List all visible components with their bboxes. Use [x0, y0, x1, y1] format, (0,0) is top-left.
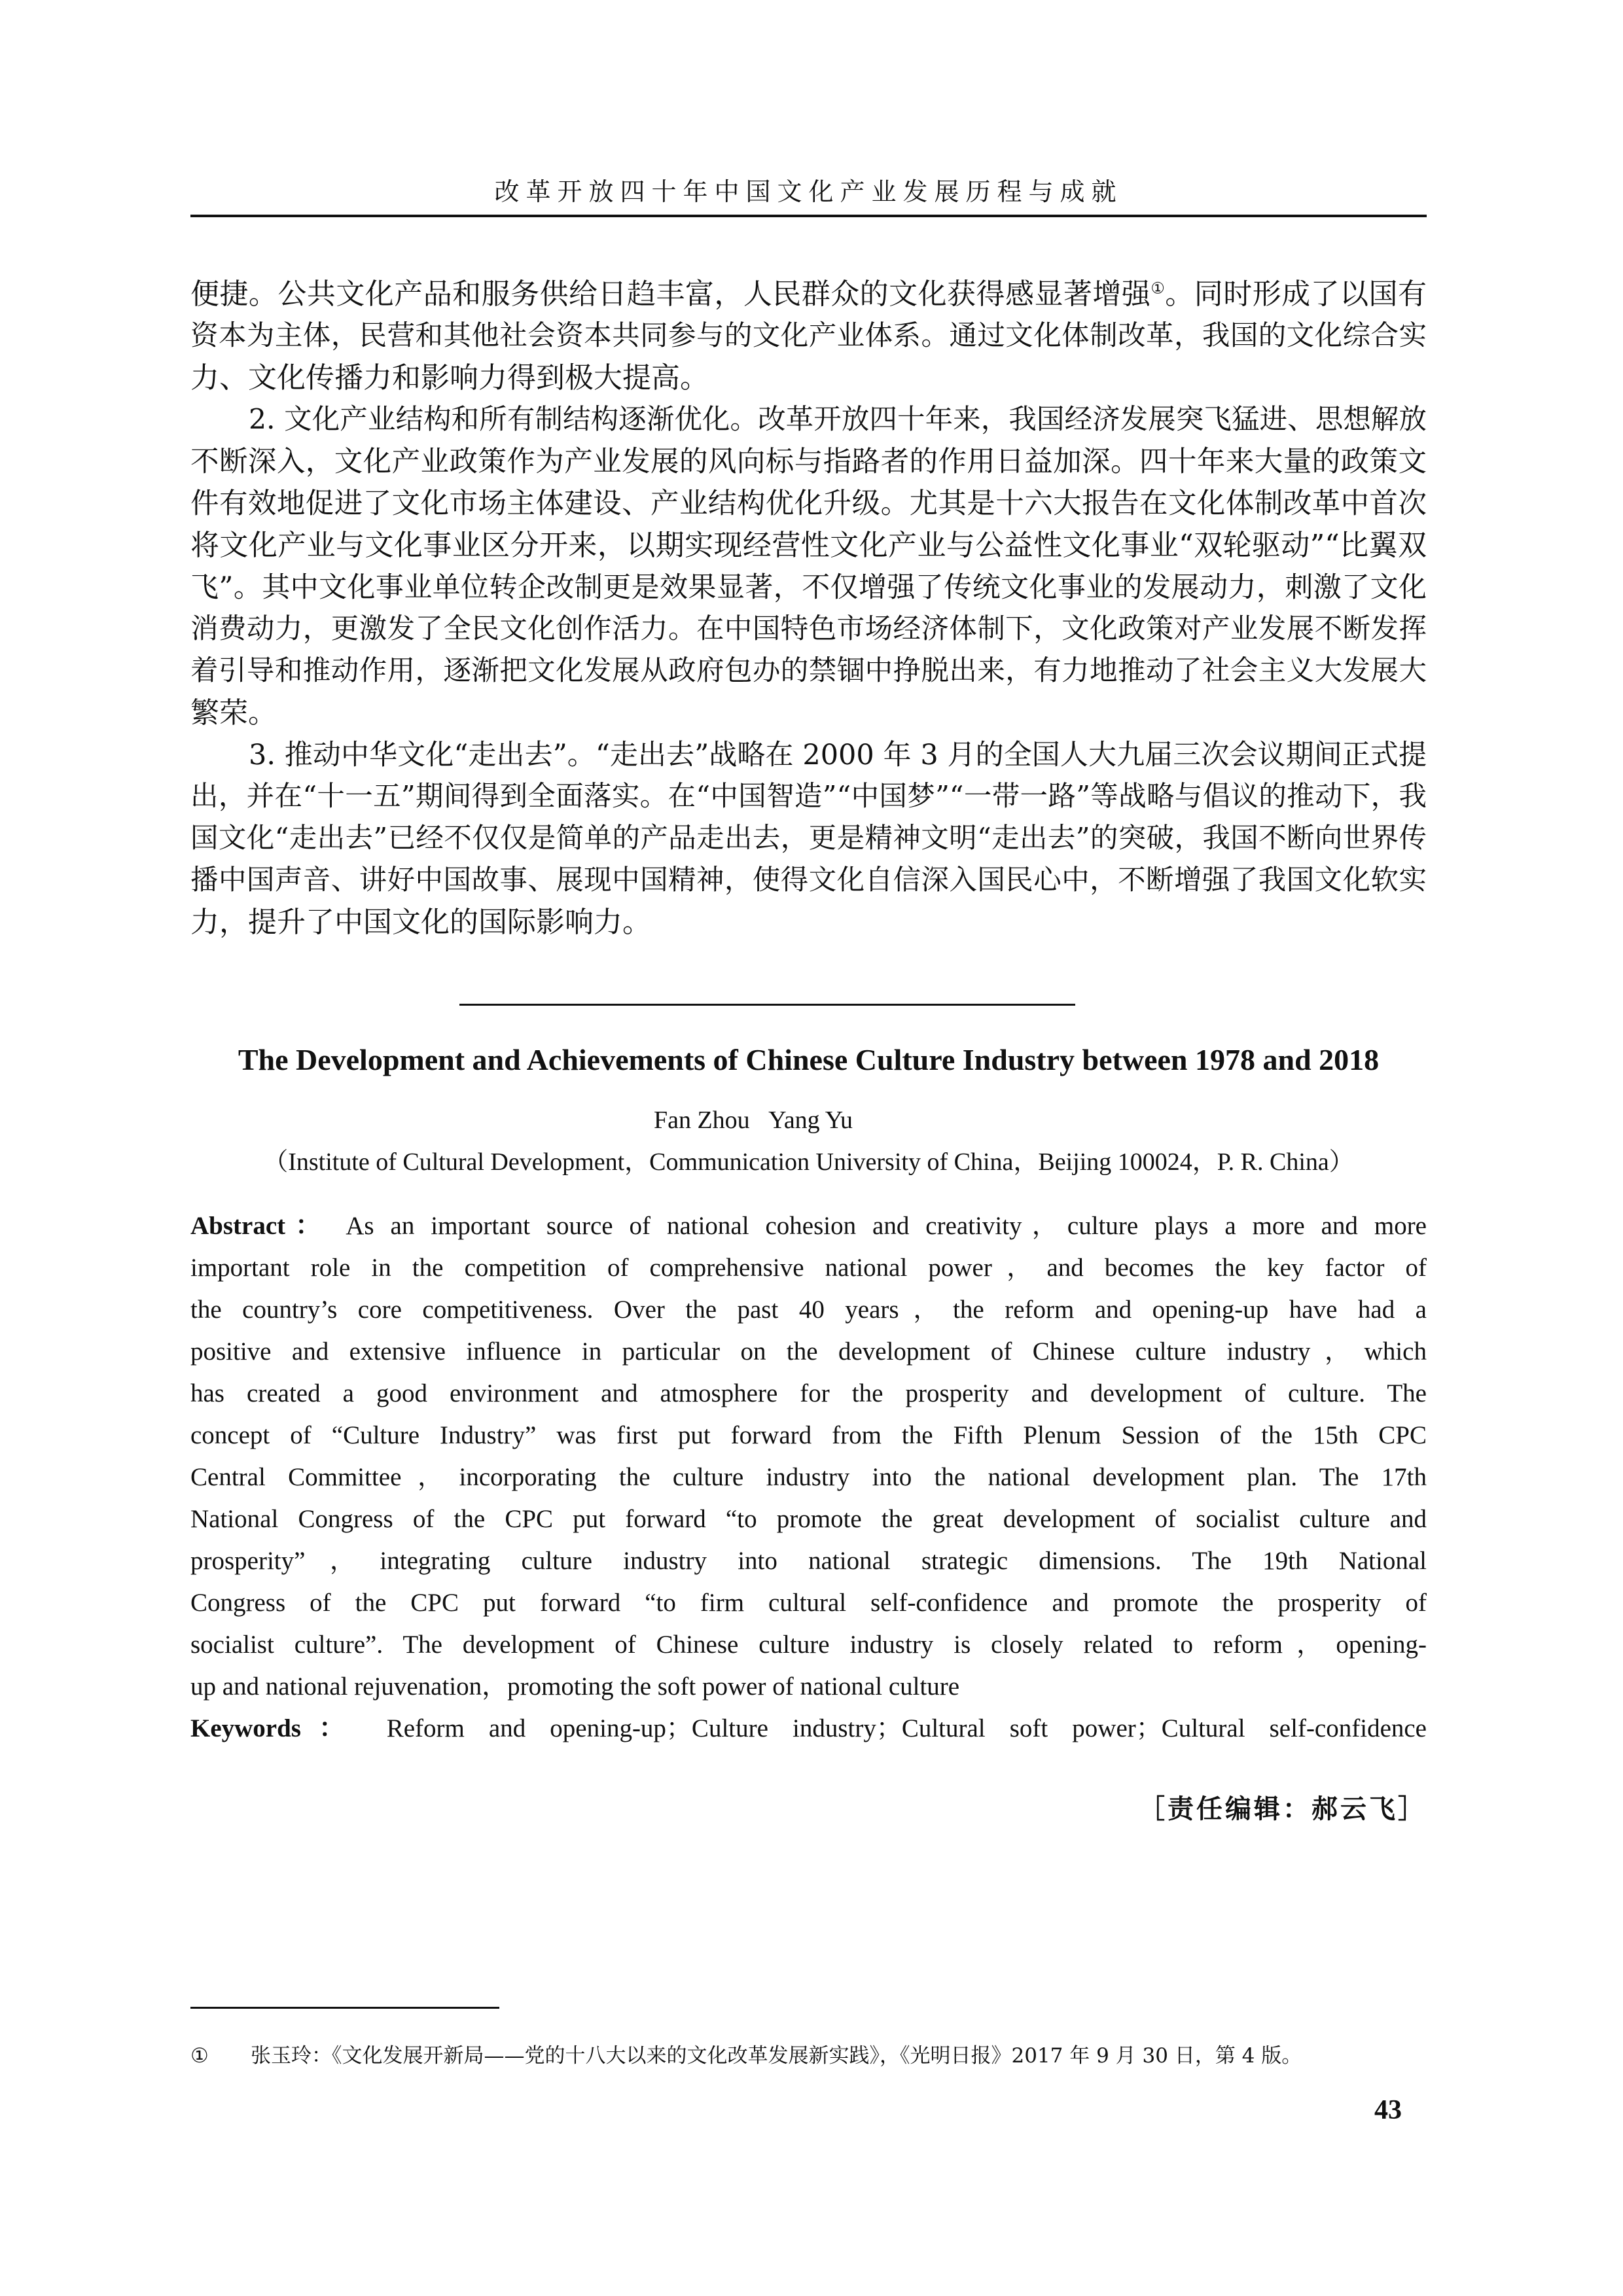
- abstract-line: has created a good environment and atmosphere for the prosperity and development of culture. The: [190, 1379, 1427, 1407]
- body-line: 将文化产业与文化事业区分开来，以期实现经营性文化产业与公益性文化事业“双轮驱动”“比翼双: [190, 529, 1427, 562]
- keywords-line: [190, 1708, 1427, 1750]
- footnote-reference[interactable]: ①: [1150, 279, 1166, 298]
- section-divider: [459, 1004, 1075, 1006]
- english-title: The Development and Achievements of Chinese Culture Industry between 1978 and 2018: [238, 1043, 1380, 1076]
- abstract-text: As an important source of national cohesion and creativity，culture plays a more and more: [346, 1212, 1427, 1240]
- body-line: 繁荣。: [190, 696, 277, 730]
- body-line: 3. 推动中华文化“走出去”。“走出去”战略在 2000 年 3 月的全国人大九届三次会议期间正式提: [249, 739, 1427, 771]
- body-line: 消费动力，更激发了全民文化创作活力。在中国特色市场经济体制下，文化政策对产业发展不断发挥: [190, 613, 1427, 645]
- body-line-text: 。同时形成了以国有: [1165, 277, 1427, 311]
- responsible-editor: ［责任编辑：郝云飞］: [1139, 1793, 1427, 1824]
- abstract-line: socialist culture”. The development of Chinese culture industry is closely related to reform，opening-: [190, 1631, 1427, 1659]
- abstract-line: Congress of the CPC put forward “to firm cultural self-confidence and promote the prosperity of: [190, 1589, 1427, 1617]
- abstract-line: important role in the competition of comprehensive national power，and becomes the key factor of: [190, 1254, 1427, 1282]
- keywords-text: Reform and opening-up；Culture industry；Cultural soft power；Cultural self-confidence: [386, 1714, 1427, 1742]
- body-line: 出，并在“十一五”期间得到全面落实。在“中国智造”“中国梦”“一带一路”等战略与倡议的推动下，我: [190, 781, 1427, 813]
- body-line: 件有效地促进了文化市场主体建设、产业结构优化升级。尤其是十六大报告在文化体制改革中首次: [190, 487, 1427, 520]
- english-affiliation: （Institute of Cultural Development，Communication University of China，Beijing 100024，P. R. China）: [263, 1148, 1354, 1176]
- abstract-line: positive and extensive influence in particular on the development of Chinese culture industry，which: [190, 1337, 1427, 1366]
- footnote-text: 张玉玲：《文化发展开新局——党的十八大以来的文化改革发展新实践》，《光明日报》2017 年 9 月 30 日，第 4 版。: [251, 2044, 1302, 2068]
- body-line: 资本为主体，民营和其他社会资本共同参与的文化产业体系。通过文化体制改革，我国的文化综合实: [190, 320, 1427, 352]
- running-head: 改革开放四十年中国文化产业发展历程与成就: [494, 177, 1123, 206]
- header-rule: [190, 215, 1427, 217]
- abstract-line: National Congress of the CPC put forward “to promote the great development of socialist culture and: [190, 1505, 1427, 1533]
- abstract-line: the country’s core competitiveness. Over the past 40 years，the reform and opening-up have had a: [190, 1296, 1427, 1324]
- abstract-line: [190, 1205, 1427, 1247]
- body-line-text: 便捷。公共文化产品和服务供给日趋丰富，人民群众的文化获得感显著增强: [190, 277, 1151, 311]
- body-line: [190, 274, 1427, 315]
- abstract-line: prosperity”，integrating culture industry into national strategic dimensions. The 19th National: [190, 1547, 1427, 1575]
- body-line: 力、文化传播力和影响力得到极大提高。: [190, 361, 709, 395]
- body-line: 国文化“走出去”已经不仅仅是简单的产品走出去，更是精神文明“走出去”的突破，我国不断向世界传: [190, 822, 1427, 855]
- abstract-line: concept of “Culture Industry” was first put forward from the Fifth Plenum Session of the 15th CPC: [190, 1421, 1427, 1449]
- footnote-rule: [190, 2007, 499, 2009]
- keywords-label: Keywords：: [190, 1714, 363, 1742]
- body-line: 2. 文化产业结构和所有制结构逐渐优化。改革开放四十年来，我国经济发展突飞猛进、思想解放: [249, 404, 1427, 436]
- abstract-line: Central Committee，incorporating the culture industry into the national development plan. The 17th: [190, 1463, 1427, 1491]
- english-authors: Fan Zhou Yang Yu: [653, 1106, 853, 1134]
- page-number: 43: [1374, 2095, 1402, 2125]
- body-line: 不断深入，文化产业政策作为产业发展的风向标与指路者的作用日益加深。四十年来大量的政策文: [190, 446, 1427, 478]
- footnote-mark: ①: [190, 2044, 209, 2068]
- body-line: 飞”。其中文化事业单位转企改制更是效果显著，不仅增强了传统文化事业的发展动力，刺激了文化: [190, 571, 1427, 604]
- body-line: 着引导和推动作用，逐渐把文化发展从政府包办的禁锢中挣脱出来，有力地推动了社会主义大发展大: [190, 655, 1427, 687]
- body-line: 播中国声音、讲好中国故事、展现中国精神，使得文化自信深入国民心中，不断增强了我国文化软实: [190, 864, 1427, 896]
- footnote: [190, 2041, 1302, 2070]
- abstract-line: up and national rejuvenation，promoting the soft power of national culture: [190, 1672, 960, 1701]
- body-line: 力，提升了中国文化的国际影响力。: [190, 906, 651, 939]
- abstract-label: Abstract：: [190, 1212, 331, 1240]
